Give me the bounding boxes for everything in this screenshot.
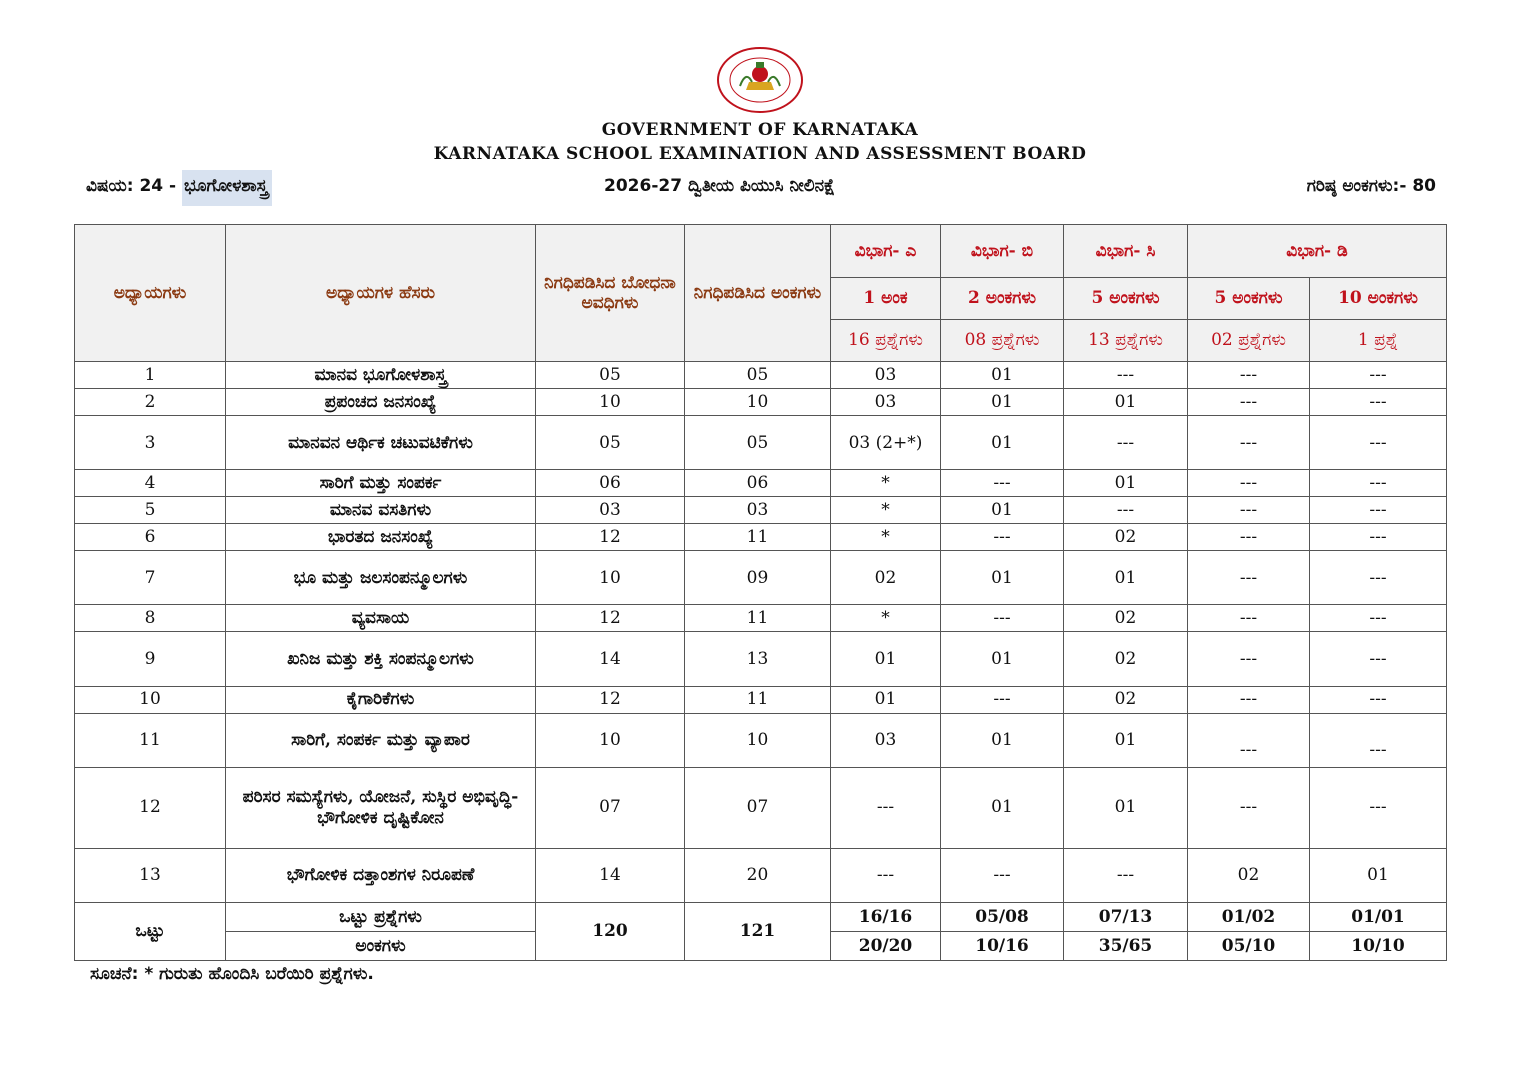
teaching-hours: 10 [536, 713, 685, 767]
allotted-marks: 10 [685, 713, 831, 767]
section-c-count: 02 [1064, 524, 1188, 551]
teaching-hours: 07 [536, 767, 685, 848]
marks-d2-header: 10 ಅಂಕಗಳು [1310, 278, 1447, 320]
section-c-count: --- [1064, 416, 1188, 470]
section-d2-count [1310, 713, 1447, 767]
section-b-count: --- [941, 605, 1064, 632]
chapter-name: ಮಾನವ ವಸತಿಗಳು [226, 497, 536, 524]
section-b-count: 01 [941, 767, 1064, 848]
blueprint-title: 2026-27 ದ್ವಿತೀಯ ಪಿಯುಸಿ ನೀಲಿನಕ್ಷೆ [604, 176, 836, 196]
section-a-count: --- [831, 767, 941, 848]
chapter-number: 9 [75, 632, 226, 686]
col-allotted-marks-header: ನಿಗಧಿಪಡಿಸಿದ ಅಂಕಗಳು [685, 225, 831, 362]
teaching-hours: 03 [536, 497, 685, 524]
table-row [75, 713, 1447, 767]
total-marks-a: 20/20 [831, 931, 941, 960]
section-c-count: --- [1064, 848, 1188, 902]
allotted-marks: 11 [685, 686, 831, 713]
karnataka-emblem-logo [716, 46, 804, 114]
section-c-count: 01 [1064, 551, 1188, 605]
section-c-count: 01 [1064, 389, 1188, 416]
col-teaching-hours-header: ನಿಗಧಿಪಡಿಸಿದ ಬೋಧನಾ ಅವಧಿಗಳು [536, 225, 685, 362]
section-b-count: 01 [941, 632, 1064, 686]
chapter-number: 13 [75, 848, 226, 902]
section-d1-count: --- [1188, 632, 1310, 686]
allotted-marks: 20 [685, 848, 831, 902]
chapter-number: 4 [75, 470, 226, 497]
total-marks-label: ಅಂಕಗಳು [226, 931, 536, 960]
table-row [75, 416, 1447, 470]
chapter-name: ಮಾನವ ಭೂಗೋಳಶಾಸ್ತ್ರ [226, 362, 536, 389]
section-c-count: --- [1064, 497, 1188, 524]
section-d2-count: --- [1310, 524, 1447, 551]
section-d2-count: 01 [1310, 848, 1447, 902]
chapter-name: ಸಾರಿಗೆ, ಸಂಪರ್ಕ ಮತ್ತು ವ್ಯಾಪಾರ [226, 713, 536, 767]
allotted-marks: 11 [685, 605, 831, 632]
questions-c-header: 13 ಪ್ರಶ್ನೆಗಳು [1064, 320, 1188, 362]
section-d1-count: --- [1188, 767, 1310, 848]
allotted-marks: 05 [685, 362, 831, 389]
section-b-count: --- [941, 524, 1064, 551]
total-label: ಒಟ್ಟು [75, 902, 226, 960]
section-c-count: 01 [1064, 713, 1188, 767]
subject-line [86, 176, 272, 196]
section-c-count: 01 [1064, 470, 1188, 497]
section-d2-value: --- [1369, 739, 1387, 760]
table-row [75, 551, 1447, 605]
teaching-hours: 05 [536, 416, 685, 470]
section-a-count: 03 [831, 389, 941, 416]
allotted-marks: 05 [685, 416, 831, 470]
teaching-hours: 10 [536, 389, 685, 416]
section-a-count: 01 [831, 686, 941, 713]
teaching-hours: 12 [536, 686, 685, 713]
chapter-number: 12 [75, 767, 226, 848]
questions-d1-header: 02 ಪ್ರಶ್ನೆಗಳು [1188, 320, 1310, 362]
section-b-count: --- [941, 848, 1064, 902]
table-row [75, 470, 1447, 497]
section-d2-count: --- [1310, 389, 1447, 416]
section-a-count: 03 (2+*) [831, 416, 941, 470]
subject-name: ಭೂಗೋಳಶಾಸ್ತ್ರ [182, 170, 272, 206]
section-a-count: 03 [831, 713, 941, 767]
total-teaching-hours: 120 [536, 902, 685, 960]
section-b-count: 01 [941, 713, 1064, 767]
total-marks-c: 35/65 [1064, 931, 1188, 960]
footnote: ಸೂಚನೆ: * ಗುರುತು ಹೊಂದಿಸಿ ಬರೆಯಿರಿ ಪ್ರಶ್ನೆಗಳು. [90, 964, 374, 984]
section-d2-count: --- [1310, 470, 1447, 497]
section-d1-count: --- [1188, 470, 1310, 497]
section-d2-count: --- [1310, 551, 1447, 605]
section-d2-count: --- [1310, 362, 1447, 389]
total-marks-d1: 05/10 [1188, 931, 1310, 960]
section-c-count: 02 [1064, 605, 1188, 632]
section-b-count: 01 [941, 362, 1064, 389]
questions-b-header: 08 ಪ್ರಶ್ನೆಗಳು [941, 320, 1064, 362]
col-chapters-header: ಅಧ್ಯಾಯಗಳು [75, 225, 226, 362]
chapter-number: 2 [75, 389, 226, 416]
total-allotted-marks: 121 [685, 902, 831, 960]
chapter-number: 11 [75, 713, 226, 767]
section-b-count: --- [941, 686, 1064, 713]
allotted-marks: 10 [685, 389, 831, 416]
table-row [75, 632, 1447, 686]
chapter-name: ಸಾರಿಗೆ ಮತ್ತು ಸಂಪರ್ಕ [226, 470, 536, 497]
section-d-header: ವಿಭಾಗ- ಡಿ [1188, 225, 1447, 278]
section-d1-count: --- [1188, 416, 1310, 470]
total-marks-b: 10/16 [941, 931, 1064, 960]
table-row [75, 362, 1447, 389]
allotted-marks: 03 [685, 497, 831, 524]
total-questions-a: 16/16 [831, 902, 941, 931]
section-d1-count: --- [1188, 524, 1310, 551]
table-row [75, 848, 1447, 902]
max-marks: ಗರಿಷ್ಠ ಅಂಕಗಳು:- 80 [1306, 176, 1436, 196]
section-d2-count: --- [1310, 767, 1447, 848]
total-questions-label: ಒಟ್ಟು ಪ್ರಶ್ನೆಗಳು [226, 902, 536, 931]
chapter-number: 8 [75, 605, 226, 632]
teaching-hours: 10 [536, 551, 685, 605]
section-d1-count: --- [1188, 605, 1310, 632]
section-a-count: --- [831, 848, 941, 902]
chapter-number: 3 [75, 416, 226, 470]
teaching-hours: 12 [536, 524, 685, 551]
section-a-count: * [831, 470, 941, 497]
teaching-hours: 05 [536, 362, 685, 389]
total-questions-row [75, 902, 1447, 931]
section-d1-count: --- [1188, 389, 1310, 416]
teaching-hours: 14 [536, 632, 685, 686]
chapter-name: ಭಾರತದ ಜನಸಂಖ್ಯೆ [226, 524, 536, 551]
allotted-marks: 06 [685, 470, 831, 497]
table-row [75, 524, 1447, 551]
questions-d2-header: 1 ಪ್ರಶ್ನೆ [1310, 320, 1447, 362]
chapter-number: 10 [75, 686, 226, 713]
section-d1-count [1188, 713, 1310, 767]
chapter-name: ವ್ಯವಸಾಯ [226, 605, 536, 632]
total-questions-b: 05/08 [941, 902, 1064, 931]
section-a-count: * [831, 497, 941, 524]
total-questions-d1: 01/02 [1188, 902, 1310, 931]
chapter-name: ಪರಿಸರ ಸಮಸ್ಯೆಗಳು, ಯೋಜನೆ, ಸುಸ್ಥಿರ ಅಭಿವೃದ್ಧಿ- ಭೌಗೋಳಿಕ ದೃಷ್ಟಿಕೋನ [226, 767, 536, 848]
section-b-header: ವಿಭಾಗ- ಬಿ [941, 225, 1064, 278]
allotted-marks: 09 [685, 551, 831, 605]
chapter-number: 5 [75, 497, 226, 524]
section-b-count: 01 [941, 416, 1064, 470]
section-b-count: 01 [941, 389, 1064, 416]
section-d1-count: --- [1188, 686, 1310, 713]
section-d1-count: 02 [1188, 848, 1310, 902]
section-c-count: --- [1064, 362, 1188, 389]
section-b-count: 01 [941, 497, 1064, 524]
chapter-name: ಪ್ರಪಂಚದ ಜನಸಂಖ್ಯೆ [226, 389, 536, 416]
section-d2-count: --- [1310, 416, 1447, 470]
chapter-name: ಕೈಗಾರಿಕೆಗಳು [226, 686, 536, 713]
chapter-number: 7 [75, 551, 226, 605]
chapter-number: 1 [75, 362, 226, 389]
marks-d1-header: 5 ಅಂಕಗಳು [1188, 278, 1310, 320]
section-c-count: 02 [1064, 632, 1188, 686]
section-d2-count: --- [1310, 686, 1447, 713]
section-b-count: --- [941, 470, 1064, 497]
col-chapter-name-header: ಅಧ್ಯಾಯಗಳ ಹೆಸರು [226, 225, 536, 362]
section-c-header: ವಿಭಾಗ- ಸಿ [1064, 225, 1188, 278]
section-d1-count: --- [1188, 497, 1310, 524]
section-d1-count: --- [1188, 551, 1310, 605]
section-d1-count: --- [1188, 362, 1310, 389]
section-a-count: 03 [831, 362, 941, 389]
section-b-count: 01 [941, 551, 1064, 605]
table-row [75, 605, 1447, 632]
table-row [75, 497, 1447, 524]
section-d1-value: --- [1239, 739, 1258, 760]
table-row [75, 767, 1447, 848]
blueprint-table [74, 224, 1447, 961]
section-a-count: 01 [831, 632, 941, 686]
teaching-hours: 14 [536, 848, 685, 902]
total-questions-c: 07/13 [1064, 902, 1188, 931]
section-d2-count: --- [1310, 497, 1447, 524]
chapter-name: ಖನಿಜ ಮತ್ತು ಶಕ್ತಿ ಸಂಪನ್ಮೂಲಗಳು [226, 632, 536, 686]
section-c-count: 02 [1064, 686, 1188, 713]
section-c-count: 01 [1064, 767, 1188, 848]
section-a-count: 02 [831, 551, 941, 605]
teaching-hours: 06 [536, 470, 685, 497]
header-government: GOVERNMENT OF KARNATAKA [601, 120, 919, 140]
teaching-hours: 12 [536, 605, 685, 632]
header-row-sections [75, 225, 1447, 278]
allotted-marks: 13 [685, 632, 831, 686]
section-d2-count: --- [1310, 605, 1447, 632]
subject-prefix: ವಿಷಯ: 24 - [86, 176, 182, 196]
section-a-count: * [831, 524, 941, 551]
chapter-name: ಭೌಗೋಳಿಕ ದತ್ತಾಂಶಗಳ ನಿರೂಪಣೆ [226, 848, 536, 902]
allotted-marks: 07 [685, 767, 831, 848]
marks-a-header: 1 ಅಂಕ [831, 278, 941, 320]
section-d2-count: --- [1310, 632, 1447, 686]
allotted-marks: 11 [685, 524, 831, 551]
marks-c-header: 5 ಅಂಕಗಳು [1064, 278, 1188, 320]
marks-b-header: 2 ಅಂಕಗಳು [941, 278, 1064, 320]
questions-a-header: 16 ಪ್ರಶ್ನೆಗಳು [831, 320, 941, 362]
chapter-number: 6 [75, 524, 226, 551]
section-a-header: ವಿಭಾಗ- ಎ [831, 225, 941, 278]
table-row [75, 686, 1447, 713]
table-row [75, 389, 1447, 416]
section-a-count: * [831, 605, 941, 632]
total-marks-d2: 10/10 [1310, 931, 1447, 960]
chapter-name: ಮಾನವನ ಆರ್ಥಿಕ ಚಟುವಟಿಕೆಗಳು [226, 416, 536, 470]
total-questions-d2: 01/01 [1310, 902, 1447, 931]
chapter-name: ಭೂ ಮತ್ತು ಜಲಸಂಪನ್ಮೂಲಗಳು [226, 551, 536, 605]
header-board: KARNATAKA SCHOOL EXAMINATION AND ASSESSMENT BOARD [433, 144, 1087, 164]
